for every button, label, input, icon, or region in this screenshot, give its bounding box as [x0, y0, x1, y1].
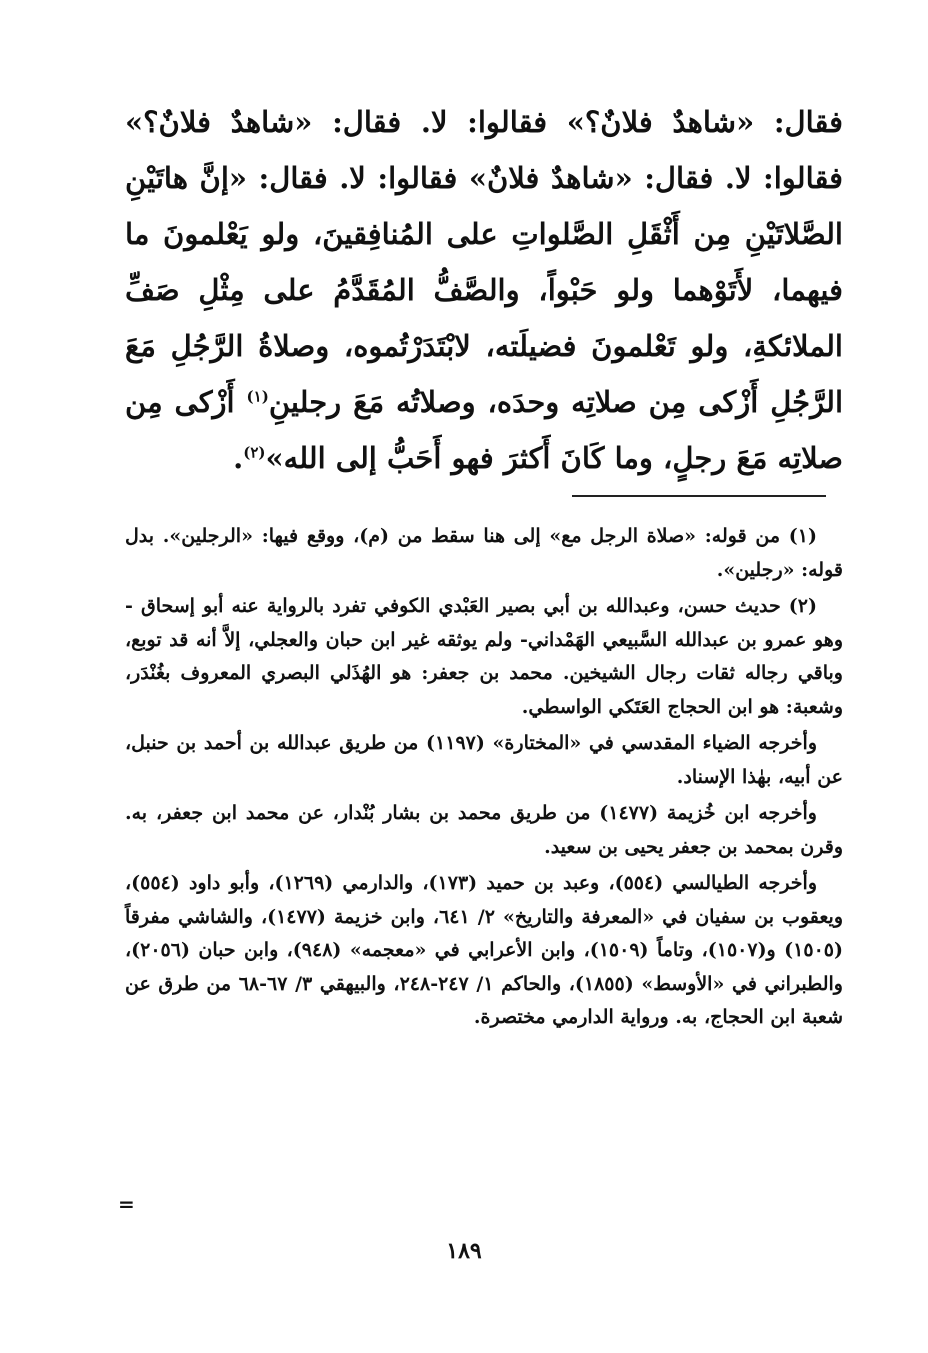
footnote-2: (٢) حديث حسن، وعبدالله بن أبي بصير العَبْدي الكوفي تفرد بالرواية عنه أبو إسحاق - وهو عمرو بن عبدالله السَّبيعي الهَمْداني- ولم يوثقه غير ابن حبان والعجلي، إلاَّ أنه قد توبع، وباقي رجاله ثقات رجال الشيخين. محمد بن جعفر: هو الهُذَلي البصري المعروف بغُنْدَر، وشعبة: هو ابن الحجاج العَتَكي الواسطي.: [125, 595, 843, 718]
continuation-mark: =: [118, 1192, 135, 1216]
footnote-1: (١) من قوله: «صلاة الرجل مع» إلى هنا سقط من (م)، ووقع فيها: «الرجلين». بدل قوله: «رجلين».: [125, 525, 843, 581]
main-paragraph: فقال: «شاهدٌ فلانٌ؟» فقالوا: لا. فقال: «شاهدٌ فلانٌ؟» فقالوا: لا. فقال: «شاهدٌ فلانٌ» فقالوا: لا. فقال: «إنَّ هاتَيْنِ الصَّلاتَيْنِ مِن أَثْقَلِ الصَّلواتِ على المُنافِقينَ، ولو يَعْلمونَ ما فيهما، لأَتَوْهما ولو حَبْواً، والصَّفُّ المُقَدَّمُ على مِثْلِ صَفِّ الملائكةِ، ولو تَعْلمونَ فضيلَته، لابْتَدَرْتُموه، وصلاةُ الرَّجُلِ مَعَ الرَّجُلِ أَزْكى مِن صلاتِه وحدَه، وصلاتُه مَعَ رجلينِ: [125, 105, 843, 419]
footnote-2-paragraph-2: وأخرجه الضياء المقدسي في «المختارة» (١١٩٧) من طريق عبدالله بن أحمد بن حنبل، عن أبيه، بهٰذا الإسناد.: [125, 732, 843, 788]
footnote-ref-2: (٢): [243, 443, 266, 462]
main-paragraph-end: .: [233, 441, 244, 475]
footnote-2-paragraph-4: وأخرجه الطيالسي (٥٥٤)، وعبد بن حميد (١٧٣)، والدارمي (١٢٦٩)، وأبو داود (٥٥٤)، ويعقوب بن سفيان في «المعرفة والتاريخ» ٢/ ٦٤١، وابن خزيمة (١٤٧٧)، والشاشي مفرقاً (١٥٠٥) و(١٥٠٧)، وتاماً (١٥٠٩)، وابن الأعرابي في «معجمه» (٩٤٨)، وابن حبان (٢٠٥٦)، والطبراني في «الأوسط» (١٨٥٥)، والحاكم ١/ ٢٤٧-٢٤٨، والبيهقي ٣/ ٦٧-٦٨ من طرق عن شعبة ابن الحجاج، به. ورواية الدارمي مختصرة.: [125, 872, 843, 1028]
footnotes: [125, 520, 843, 1038]
footnote-ref-1: (١): [246, 387, 269, 406]
page-number: ١٨٩: [446, 1238, 482, 1264]
main-text-block: [125, 94, 843, 486]
main-paragraph-continued: أَزْكى مِن صلاتِه مَعَ رجلٍ، وما كَانَ أَكثرَ فهو أَحَبُّ إلى الله»: [125, 385, 843, 475]
footnote-2-paragraph-3: وأخرجه ابن خُزيمة (١٤٧٧) من طريق محمد بن بشار بُنْدار، عن محمد ابن جعفر، به. وقرن بمحمد بن جعفر يحيى بن سعيد.: [125, 802, 843, 858]
footnote-separator: [572, 495, 826, 497]
